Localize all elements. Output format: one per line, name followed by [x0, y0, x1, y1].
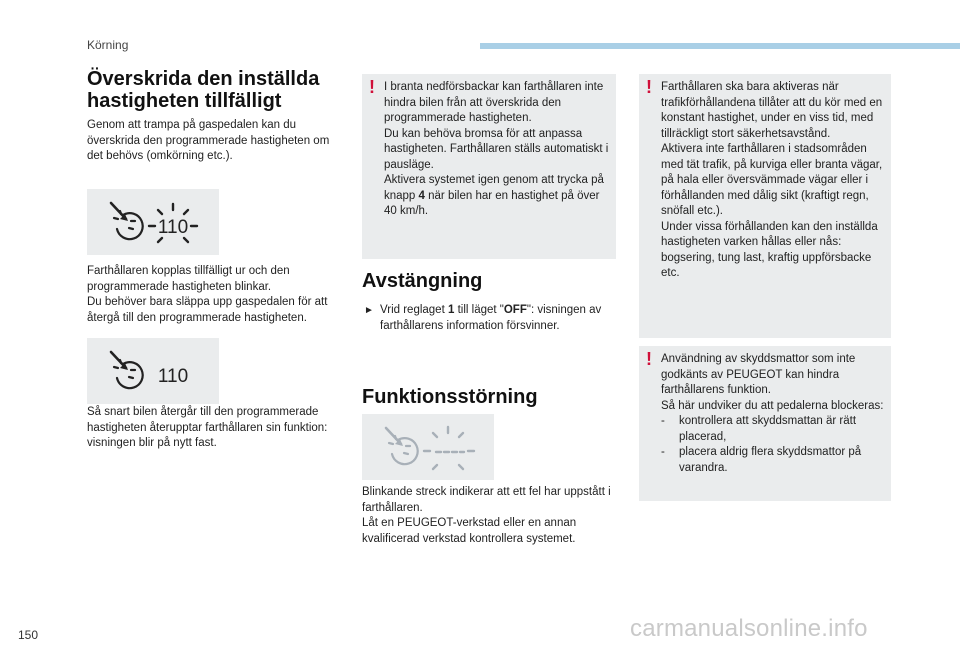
warning-line: Farthållaren ska bara aktiveras när trafikförhållandena tillåter att du kör med en konstant hastighet, under en viss tid, med tillräckligt stort säkerhetsavstånd. [661, 81, 883, 140]
display-steady-illustration [87, 338, 219, 404]
header-bar [480, 43, 960, 49]
off-instruction: ► Vrid reglaget 1 till läget "OFF": visningen av farthållarens information försvinner. [364, 304, 602, 332]
display-fault-illustration [362, 414, 494, 480]
warning-line: Aktivera systemet igen genom att trycka på knapp 4 när bilen har en hastighet på över 40 km/h. [384, 174, 604, 217]
warning-line: Under vissa förhållanden kan den inställda hastigheten varken hållas eller nås: bogsering, tung last, kraftig uppförsbacke etc. [661, 220, 878, 279]
arrow-bullet-icon: ► [364, 305, 374, 316]
display-flashing-illustration [87, 189, 219, 255]
watermark: carmanualsonline.info [630, 615, 868, 642]
override-line1: Farthållaren kopplas tillfälligt ur och den programmerade hastigheten blinkar. [87, 265, 290, 293]
paragraph-override [87, 264, 349, 326]
fault-line1: Blinkande streck indikerar att ett fel har uppstått i farthållaren. [362, 486, 611, 514]
page-number: 150 [18, 628, 39, 642]
warning-box-usage [639, 74, 891, 338]
fault-line2: Låt en PEUGEOT-verkstad eller en annan kvalificerad verkstad kontrollera systemet. [362, 517, 577, 545]
warning-icon: ! [369, 77, 375, 97]
warning-icon: ! [646, 349, 652, 369]
list-item: - placera aldrig flera skyddsmattor på varandra. [661, 446, 862, 474]
section-title-fault: Funktionsstörning [362, 386, 538, 408]
paragraph-resume: Så snart bilen återgår till den programmerade hastigheten återupptar farthållaren sin funktion: visningen blir på nytt fast. [87, 406, 328, 449]
section-title-off: Avstängning [362, 270, 483, 292]
warning-line: Så här undviker du att pedalerna blockeras: [661, 399, 884, 412]
paragraph-fault [362, 485, 612, 547]
section-title-override: Överskrida den inställda hastigheten tillfälligt [87, 68, 320, 112]
warning-line: Aktivera inte farthållaren i stadsområden med tät trafik, på kurviga eller branta vägar, på hala eller översvämmade vägar eller i förhållanden med dålig sikt (kraftigt regn, snöfall etc.). [661, 143, 883, 217]
warning-line: Du kan behöva bromsa för att anpassa hastigheten. Farthållaren ställs automatiskt i pausläge. [384, 127, 609, 171]
override-line2: Du behöver bara släppa upp gaspedalen för att återgå till den programmerade hastigheten. [87, 296, 328, 324]
warning-icon: ! [646, 77, 652, 97]
warning-line: Användning av skyddsmattor som inte godkänts av PEUGEOT kan hindra farthållarens funktion. [661, 353, 856, 396]
warning-box-mats [639, 346, 891, 501]
section-label: Körning [87, 38, 129, 52]
speedometer-icon [87, 338, 219, 404]
speedometer-icon [87, 189, 219, 255]
warning-box-downhill [362, 74, 616, 259]
speedometer-icon [362, 414, 494, 480]
warning-line: I branta nedförsbackar kan farthållaren inte hindra bilen från att överskrida den programmerade hastigheten. [384, 81, 604, 124]
speed-value: 110 [157, 217, 189, 238]
list-item: - kontrollera att skyddsmattan är rätt placerad, [661, 415, 857, 443]
intro-paragraph: Genom att trampa på gaspedalen kan du överskrida den programmerade hastigheten om det behövs (omkörning etc.). [87, 119, 330, 162]
speed-value: 110 [157, 366, 189, 387]
